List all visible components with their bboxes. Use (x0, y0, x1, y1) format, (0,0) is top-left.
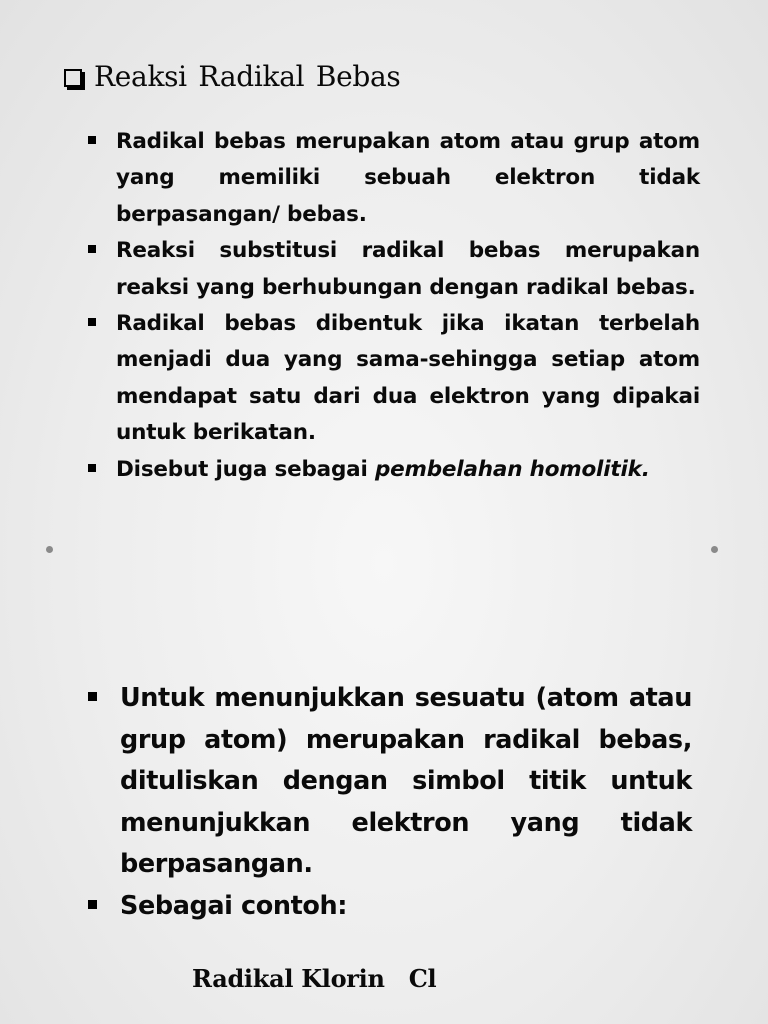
slide-2 (0, 560, 768, 1024)
bullet-text: Radikal bebas merupakan atom atau grup atom yang memiliki sebuah elektron tidak berpasangan/ bebas. (116, 129, 700, 227)
slide-title (64, 60, 400, 93)
title-text: Reaksi Radikal Bebas (94, 60, 401, 93)
dot-icon (711, 546, 718, 553)
square-bullet-icon (88, 245, 96, 253)
square-bullet-icon (88, 464, 96, 472)
bullet-text: Disebut juga sebagai (116, 456, 375, 482)
list-item (88, 678, 692, 886)
square-bullet-icon (88, 318, 96, 326)
dot-icon (46, 546, 53, 553)
bullet-text: Radikal bebas dibentuk jika ikatan terbelah menjadi dua yang sama-sehingga setiap atom mendapat satu dari dua elektron yang dipakai untuk berikatan. (116, 311, 700, 446)
bullet-list-1 (88, 124, 700, 488)
list-item (88, 452, 700, 488)
square-bullet-icon (88, 692, 97, 701)
bullet-text: Untuk menunjukkan sesuatu (atom atau grup atom) merupakan radikal bebas, dituliskan dengan simbol titik untuk menunjukkan elektron yang tidak berpasangan. (120, 683, 692, 879)
list-item (88, 306, 700, 452)
bullet-list-2 (88, 678, 692, 927)
bullet-text: Sebagai contoh: (120, 890, 348, 921)
square-bullet-icon (88, 136, 96, 144)
list-item (88, 124, 700, 233)
checkbox-icon (64, 69, 82, 87)
example-formula: Radikal Klorin Cl (192, 964, 437, 993)
emphasized-term: pembelahan homolitik. (374, 456, 650, 482)
list-item (88, 886, 692, 928)
square-bullet-icon (88, 900, 97, 909)
bullet-text: Reaksi substitusi radikal bebas merupakan reaksi yang berhubungan dengan radikal bebas. (116, 238, 700, 300)
list-item (88, 233, 700, 306)
